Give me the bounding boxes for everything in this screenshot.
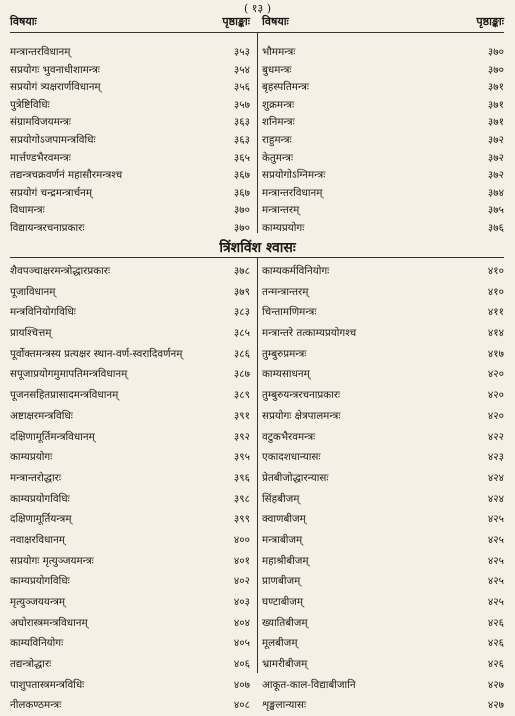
entry-page-number: ३९२ — [233, 430, 250, 443]
entry-title: एकादशधान्यासः — [262, 451, 321, 464]
toc-entry — [262, 344, 504, 365]
toc-entry — [10, 468, 250, 489]
entry-title: नीलकण्ठमन्त्रः — [10, 699, 62, 712]
header-title-right: विषयाः — [262, 15, 289, 28]
entry-page-number: ४०७ — [233, 678, 250, 691]
header-page-right: पृष्ठाङ्काः — [476, 15, 504, 28]
toc-entry — [10, 427, 250, 448]
entry-title: ख्यातिबीजम् — [262, 616, 308, 629]
toc-entry — [10, 97, 250, 115]
toc-entry — [10, 509, 250, 530]
entry-page-number: ३६३ — [233, 116, 250, 129]
entry-title: चिन्तामणिमन्त्रः — [262, 306, 317, 319]
entry-page-number: ४१० — [487, 285, 504, 298]
toc-entry — [262, 489, 504, 510]
entry-title: मन्त्राबीजम् — [262, 533, 303, 546]
toc-entry — [10, 592, 250, 613]
entry-page-number: ३९१ — [233, 409, 250, 422]
entry-page-number: ३९८ — [233, 492, 250, 505]
entry-page-number: ३७५ — [487, 204, 504, 217]
entry-page-number: ३५६ — [233, 81, 250, 94]
toc-entry — [10, 282, 250, 303]
entry-title: सिंहबीजम् — [262, 492, 300, 505]
entry-page-number: ३६३ — [233, 133, 250, 146]
entry-page-number: ३८६ — [233, 347, 250, 360]
entry-title: मृत्युञ्जययन्त्रम् — [10, 596, 66, 608]
entry-page-number: ३७१ — [487, 116, 504, 129]
entry-title: मूलबीजम् — [262, 637, 298, 650]
entry-title: काम्यसाधनम् — [262, 368, 310, 381]
section2-right-list — [262, 261, 504, 716]
toc-entry — [10, 44, 250, 62]
entry-title: वटुकभैरवमन्त्रः — [262, 430, 316, 443]
header-page-left: पृष्ठाङ्काः — [222, 15, 250, 28]
toc-entry — [262, 551, 504, 572]
entry-title: तुम्बुरुप्रमन्त्रः — [262, 347, 307, 360]
toc-entry — [262, 261, 504, 282]
entry-page-number: ४०० — [233, 533, 250, 546]
toc-entry — [10, 167, 250, 185]
toc-entry — [10, 114, 250, 132]
entry-title: पूर्वोक्तमन्त्रस्य प्रत्यक्षर स्थान-वर्ण-स्वरादिवर्णनम् — [10, 347, 183, 360]
toc-entry — [262, 62, 504, 80]
entry-title: तन्मन्त्रान्तरम् — [262, 285, 309, 298]
entry-title: तुम्बुरुयन्त्ररचनाप्रकारः — [262, 389, 341, 402]
entry-title: प्रेतबीजोद्धारन्यासः — [262, 471, 329, 484]
entry-title: मन्त्रान्तरविधानम् — [262, 186, 323, 199]
entry-page-number: ४२६ — [487, 616, 504, 629]
section-heading: त्रिंशविंश श्वासः — [219, 240, 296, 256]
entry-title: मन्त्रान्तरे तत्काम्यप्रयोगश्च — [262, 327, 357, 340]
entry-page-number: ३७२ — [487, 133, 504, 146]
entry-title: प्राणबीजम् — [262, 575, 301, 588]
entry-title: नवाक्षरविधानम् — [10, 533, 65, 546]
toc-entry — [10, 220, 250, 238]
entry-page-number: ४२५ — [487, 596, 504, 608]
entry-title: सप्रयोगः भुवनाधीशामन्त्रः — [10, 63, 100, 76]
entry-title: प्रायश्चित्तम् — [10, 327, 52, 340]
entry-page-number: ४२७ — [487, 678, 504, 691]
entry-page-number: ३७९ — [233, 285, 250, 298]
entry-page-number: ४२० — [487, 409, 504, 422]
toc-entry — [262, 282, 504, 303]
entry-title: भ्रामरीबीजम् — [262, 658, 308, 671]
entry-title: सप्रयोगं त्र्यक्षरार्णविधानम् — [10, 81, 101, 94]
entry-title: आकूत-काल-विद्याबीजानि — [262, 678, 356, 691]
entry-title: केतुमन्त्रः — [262, 151, 294, 164]
toc-entry — [262, 530, 504, 551]
entry-title: काम्यविनियोगः — [10, 637, 64, 650]
toc-entry — [262, 302, 504, 323]
entry-title: पाशुपतास्त्रमन्त्रविधिः — [10, 678, 85, 691]
entry-title: अघोरास्त्रमन्त्रविधानम् — [10, 616, 88, 629]
entry-title: मन्त्रविनियोगविधिः — [10, 306, 76, 319]
toc-entry — [262, 44, 504, 62]
entry-page-number: ४०५ — [233, 637, 250, 650]
entry-page-number: ४०३ — [233, 596, 250, 608]
entry-title: सप्रयोगोऽजपामन्त्रविधिः — [10, 133, 96, 146]
toc-entry — [262, 97, 504, 115]
toc-entry — [262, 509, 504, 530]
toc-entry — [262, 654, 504, 675]
entry-page-number: ४०८ — [233, 699, 250, 712]
entry-title: सप्रयोगं चन्द्रमन्त्रार्चनम् — [10, 186, 92, 199]
toc-entry — [10, 613, 250, 634]
entry-title: शृङ्खलान्यासः — [262, 699, 307, 712]
entry-page-number: ३७० — [233, 204, 250, 217]
entry-title: दक्षिणामूर्तिमन्त्रविधानम् — [10, 430, 95, 443]
entry-title: सप्रयोगः क्षेत्रपालमन्त्रः — [262, 409, 341, 422]
entry-title: मन्त्रान्तरोद्धारः — [10, 471, 61, 484]
entry-title: तद्यन्त्रचक्रवर्णनं महासौरमन्त्रश्च — [10, 169, 123, 182]
toc-entry — [10, 489, 250, 510]
entry-title: तद्यन्त्रोद्धारः — [10, 658, 52, 671]
entry-title: सप्रयोगः मृत्युञ्जयमन्त्रः — [10, 554, 94, 567]
entry-page-number: ४२४ — [487, 492, 504, 505]
toc-entry — [262, 633, 504, 654]
toc-entry — [262, 613, 504, 634]
toc-entry — [10, 62, 250, 80]
entry-title: मार्त्तण्डभैरवमन्त्रः — [10, 151, 71, 164]
entry-title: सप्रयोगोऽग्निमन्त्रः — [262, 169, 326, 182]
toc-entry — [10, 344, 250, 365]
entry-page-number: ३९६ — [233, 471, 250, 484]
toc-entry — [262, 114, 504, 132]
toc-entry — [10, 571, 250, 592]
entry-page-number: ३७६ — [487, 221, 504, 234]
entry-page-number: ४०२ — [233, 575, 250, 588]
toc-entry — [10, 185, 250, 203]
entry-page-number: ४२६ — [487, 658, 504, 671]
column-divider-top — [257, 33, 258, 233]
entry-title: राहुमन्त्रः — [262, 133, 292, 146]
toc-entry — [10, 261, 250, 282]
entry-title: अष्टाक्षरमन्त्रविधिः — [10, 409, 73, 422]
entry-title: शुक्रमन्त्रः — [262, 98, 295, 111]
entry-page-number: ३७८ — [233, 265, 250, 277]
entry-title: पुत्रेष्टिविधिः — [10, 98, 50, 111]
entry-page-number: ३८३ — [233, 306, 250, 319]
entry-title: बुधमन्त्रः — [262, 63, 292, 76]
toc-entry — [10, 406, 250, 427]
column-divider-bottom — [257, 258, 258, 673]
entry-page-number: ३६७ — [233, 169, 250, 182]
entry-page-number: ४१४ — [487, 327, 504, 340]
toc-entry — [10, 132, 250, 150]
entry-page-number: ४२४ — [487, 471, 504, 484]
entry-title: काम्यप्रयोगविधिः — [10, 575, 70, 588]
entry-page-number: ३७० — [487, 46, 504, 58]
toc-entry — [10, 202, 250, 220]
entry-page-number: ३७४ — [487, 186, 504, 199]
section1-right-list — [262, 44, 504, 238]
toc-entry — [262, 468, 504, 489]
toc-entry — [10, 633, 250, 654]
entry-page-number: ४२५ — [487, 533, 504, 546]
toc-entry — [10, 530, 250, 551]
entry-page-number: ३७१ — [487, 98, 504, 111]
entry-page-number: ३७२ — [487, 169, 504, 182]
toc-entry — [262, 427, 504, 448]
header-title-left: विषयाः — [10, 15, 37, 28]
toc-entry — [262, 675, 504, 696]
entry-page-number: ४१७ — [487, 347, 504, 360]
toc-entry — [262, 150, 504, 168]
page-number: ( १३ ) — [243, 2, 272, 15]
entry-title: शनिमन्त्रः — [262, 116, 295, 129]
entry-page-number: ३५३ — [233, 46, 250, 58]
entry-title: संग्रामविजयमन्त्रः — [10, 116, 71, 129]
entry-title: मन्त्रान्तरविधानम् — [10, 46, 71, 58]
entry-page-number: ४०४ — [233, 616, 250, 629]
toc-entry — [262, 571, 504, 592]
entry-title: क्वाणबीजम् — [262, 513, 306, 526]
entry-page-number: ४२७ — [487, 699, 504, 712]
entry-title: घण्टाबीजम् — [262, 596, 304, 608]
toc-entry — [262, 323, 504, 344]
entry-title: काम्यप्रयोगः — [10, 451, 53, 464]
column-header-right — [262, 14, 504, 32]
entry-title: काम्यप्रयोगः — [262, 221, 305, 234]
entry-page-number: ४२० — [487, 368, 504, 381]
entry-page-number: ३९५ — [233, 451, 250, 464]
entry-title: बृहस्पतिमन्त्रः — [262, 81, 310, 94]
toc-entry — [10, 551, 250, 572]
entry-page-number: ३९९ — [233, 513, 250, 526]
toc-entry — [10, 675, 250, 696]
section2-left-list — [10, 261, 250, 716]
toc-entry — [262, 406, 504, 427]
entry-page-number: ४२२ — [487, 430, 504, 443]
toc-entry — [10, 323, 250, 344]
toc-entry — [262, 364, 504, 385]
entry-page-number: ३६७ — [233, 186, 250, 199]
entry-page-number: ३७१ — [487, 81, 504, 94]
entry-title: काम्यप्रयोगविधिः — [10, 492, 70, 505]
entry-page-number: ४०१ — [233, 554, 250, 567]
entry-page-number: ३५४ — [233, 63, 250, 76]
toc-entry — [262, 447, 504, 468]
column-header-left — [10, 14, 250, 32]
entry-page-number: ४२६ — [487, 637, 504, 650]
toc-entry — [262, 695, 504, 716]
entry-title: विधामन्त्रः — [10, 204, 45, 217]
entry-page-number: ३८५ — [233, 327, 250, 340]
entry-page-number: ४१० — [487, 265, 504, 277]
entry-page-number: ३७० — [233, 221, 250, 234]
toc-entry — [10, 302, 250, 323]
entry-title: काम्यकर्मविनियोगः — [262, 265, 330, 277]
toc-entry — [10, 385, 250, 406]
toc-entry — [10, 447, 250, 468]
toc-entry — [262, 385, 504, 406]
toc-entry — [262, 220, 504, 238]
entry-title: सपूजाप्रयोगमुमापतिमन्त्रविधानम् — [10, 368, 128, 381]
entry-title: महाश्रीबीजम् — [262, 554, 309, 567]
entry-page-number: ४२५ — [487, 554, 504, 567]
entry-title: पूजाविधानम् — [10, 285, 56, 298]
entry-title: पूजनसहितप्रासादमन्त्रविधानम् — [10, 389, 119, 402]
entry-page-number: ४२५ — [487, 575, 504, 588]
toc-entry — [10, 654, 250, 675]
entry-page-number: ४२० — [487, 389, 504, 402]
toc-entry — [10, 150, 250, 168]
toc-entry — [262, 592, 504, 613]
entry-title: दक्षिणामूर्तियन्त्रम् — [10, 513, 72, 526]
entry-page-number: ४११ — [487, 306, 504, 319]
entry-page-number: ४२३ — [487, 451, 504, 464]
entry-title: मन्त्रान्तरम् — [262, 204, 300, 217]
entry-title: शैवपञ्चाक्षरमन्त्रोद्धारप्रकारः — [10, 265, 111, 277]
entry-page-number: ३८९ — [233, 389, 250, 402]
toc-entry — [10, 695, 250, 716]
entry-page-number: ४०६ — [233, 658, 250, 671]
entry-page-number: ३७२ — [487, 151, 504, 164]
entry-page-number: ३८७ — [233, 368, 250, 381]
entry-title: भौममन्त्रः — [262, 46, 296, 58]
toc-entry — [262, 202, 504, 220]
toc-entry — [262, 185, 504, 203]
entry-page-number: ४२५ — [487, 513, 504, 526]
entry-title: विद्यायन्त्ररचनाप्रकारः — [10, 221, 85, 234]
entry-page-number: ३६५ — [233, 151, 250, 164]
toc-entry — [262, 132, 504, 150]
entry-page-number: ३७० — [487, 63, 504, 76]
section1-left-list — [10, 44, 250, 238]
toc-entry — [262, 79, 504, 97]
toc-entry — [10, 79, 250, 97]
toc-entry — [262, 167, 504, 185]
entry-page-number: ३५७ — [233, 98, 250, 111]
toc-entry — [10, 364, 250, 385]
